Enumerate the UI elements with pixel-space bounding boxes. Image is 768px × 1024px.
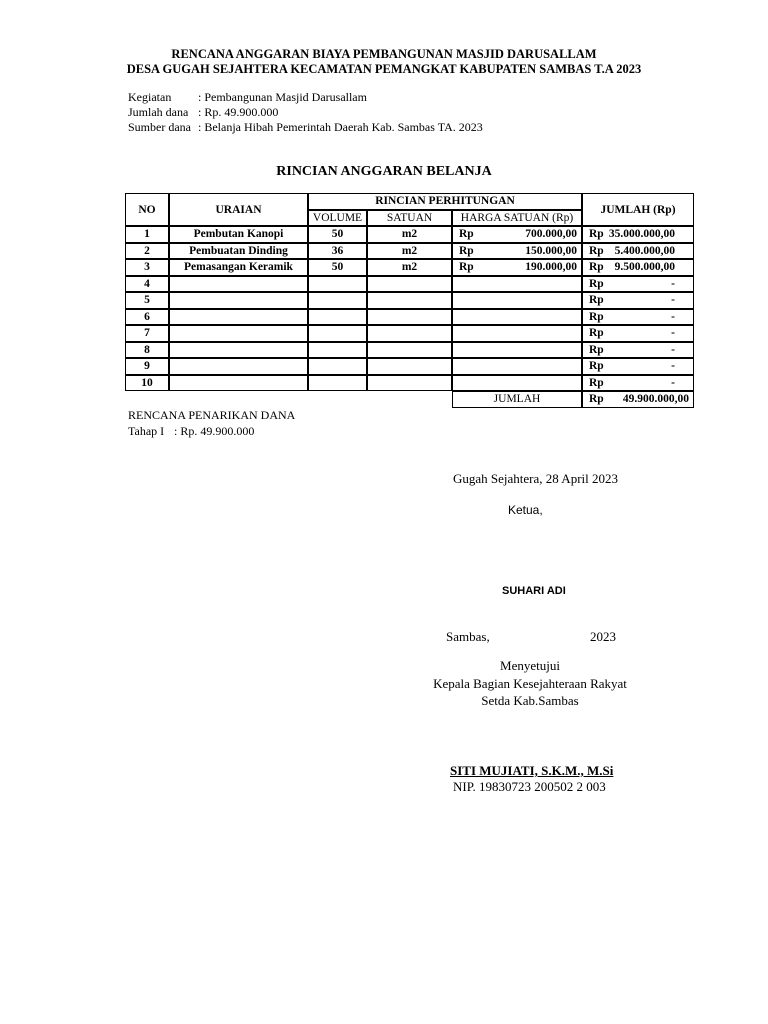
harga-value: 150.000,00	[525, 244, 577, 257]
cell-harga	[452, 226, 582, 243]
cell-jumlah	[582, 292, 694, 309]
cell-no: 1	[125, 226, 169, 243]
cell-uraian	[169, 276, 308, 293]
info-value: : Belanja Hibah Pemerintah Daerah Kab. Sambas TA. 2023	[198, 120, 483, 134]
jumlah-value: -	[671, 327, 675, 340]
cell-satuan	[367, 375, 452, 392]
jumlah-currency: Rp	[589, 277, 604, 290]
total-cell	[582, 391, 694, 408]
signature1-place-date: Gugah Sejahtera, 28 April 2023	[453, 471, 618, 486]
cell-no: 8	[125, 342, 169, 359]
cell-no: 9	[125, 358, 169, 375]
jumlah-value: -	[671, 310, 675, 323]
cell-harga	[452, 309, 582, 326]
total-spacer	[125, 391, 452, 408]
info-label: Kegiatan	[128, 90, 172, 104]
jumlah-currency: Rp	[589, 310, 604, 323]
cell-no: 5	[125, 292, 169, 309]
cell-harga	[452, 375, 582, 392]
cell-uraian	[169, 325, 308, 342]
cell-jumlah	[582, 259, 694, 276]
cell-jumlah	[582, 309, 694, 326]
table-row	[125, 375, 694, 392]
jumlah-currency: Rp	[589, 327, 604, 340]
cell-satuan	[367, 292, 452, 309]
cell-uraian	[169, 358, 308, 375]
jumlah-value: -	[671, 360, 675, 373]
table-row	[125, 309, 694, 326]
signature1-role: Ketua,	[508, 503, 543, 517]
cell-volume	[308, 358, 367, 375]
cell-volume	[308, 292, 367, 309]
jumlah-currency: Rp	[589, 360, 604, 373]
penarikan-title: RENCANA PENARIKAN DANA	[128, 408, 296, 422]
cell-jumlah	[582, 226, 694, 243]
table-row	[125, 243, 694, 260]
table-header-row	[125, 193, 694, 210]
jumlah-currency: Rp	[589, 261, 604, 274]
jumlah-value: 5.400.000,00	[614, 244, 675, 257]
table-row	[125, 325, 694, 342]
table-row	[125, 259, 694, 276]
harga-currency: Rp	[459, 261, 474, 274]
signature2-position: Kepala Bagian Kesejahteraan Rakyat	[433, 676, 627, 691]
section-title: RINCIAN ANGGARAN BELANJA	[276, 164, 492, 179]
info-kegiatan	[128, 90, 367, 105]
harga-currency: Rp	[459, 244, 474, 257]
cell-volume	[308, 309, 367, 326]
cell-satuan	[367, 309, 452, 326]
cell-no: 7	[125, 325, 169, 342]
cell-harga	[452, 276, 582, 293]
jumlah-currency: Rp	[589, 343, 604, 356]
cell-harga	[452, 292, 582, 309]
cell-volume: 50	[308, 226, 367, 243]
tahap-value: : Rp. 49.900.000	[174, 424, 255, 438]
jumlah-value: 35.000.000,00	[608, 228, 675, 241]
cell-no: 6	[125, 309, 169, 326]
cell-volume	[308, 375, 367, 392]
signature1-name: SUHARI ADI	[502, 585, 566, 597]
jumlah-value: -	[671, 343, 675, 356]
table-row	[125, 276, 694, 293]
cell-harga	[452, 342, 582, 359]
cell-volume	[308, 342, 367, 359]
header-satuan: SATUAN	[367, 210, 452, 227]
table-total-row	[125, 391, 694, 408]
cell-jumlah	[582, 243, 694, 260]
header-harga: HARGA SATUAN (Rp)	[452, 210, 582, 227]
header-jumlah: JUMLAH (Rp)	[582, 193, 694, 226]
jumlah-value: 9.500.000,00	[614, 261, 675, 274]
jumlah-currency: Rp	[589, 376, 604, 389]
harga-value: 190.000,00	[525, 261, 577, 274]
cell-uraian: Pemasangan Keramik	[169, 259, 308, 276]
budget-table	[125, 193, 694, 408]
cell-harga	[452, 259, 582, 276]
cell-jumlah	[582, 375, 694, 392]
jumlah-value: -	[671, 277, 675, 290]
header-volume: VOLUME	[308, 210, 367, 227]
cell-harga	[452, 325, 582, 342]
total-value: 49.900.000,00	[622, 393, 689, 406]
signature2-office: Setda Kab.Sambas	[481, 693, 579, 708]
info-label: Jumlah dana	[128, 105, 189, 119]
cell-uraian	[169, 309, 308, 326]
table-row	[125, 342, 694, 359]
cell-satuan	[367, 342, 452, 359]
header-no: NO	[125, 193, 169, 226]
total-currency: Rp	[589, 393, 604, 406]
info-label: Sumber dana	[128, 120, 191, 134]
cell-jumlah	[582, 358, 694, 375]
cell-uraian: Pembutan Kanopi	[169, 226, 308, 243]
table-row	[125, 292, 694, 309]
cell-harga	[452, 358, 582, 375]
signature2-approval: Menyetujui	[500, 658, 560, 673]
cell-jumlah	[582, 325, 694, 342]
cell-satuan: m2	[367, 259, 452, 276]
cell-satuan	[367, 358, 452, 375]
signature2-name: SITI MUJIATI, S.K.M., M.Si	[450, 763, 614, 778]
harga-currency: Rp	[459, 228, 474, 241]
jumlah-currency: Rp	[589, 228, 604, 241]
cell-volume	[308, 325, 367, 342]
table-row	[125, 226, 694, 243]
tahap-label: Tahap I	[128, 424, 165, 438]
cell-no: 10	[125, 375, 169, 392]
cell-uraian	[169, 375, 308, 392]
jumlah-value: -	[671, 376, 675, 389]
info-jumlah-dana	[128, 105, 278, 120]
jumlah-currency: Rp	[589, 294, 604, 307]
info-value: : Rp. 49.900.000	[198, 105, 279, 119]
cell-satuan: m2	[367, 243, 452, 260]
cell-no: 2	[125, 243, 169, 260]
table-row	[125, 358, 694, 375]
cell-uraian	[169, 342, 308, 359]
cell-satuan: m2	[367, 226, 452, 243]
document-title-line1: RENCANA ANGGARAN BIAYA PEMBANGUNAN MASJID DARUSALLAM	[171, 47, 597, 61]
signature2-nip: NIP. 19830723 200502 2 003	[453, 779, 606, 794]
penarikan-tahap	[128, 424, 254, 439]
cell-volume: 36	[308, 243, 367, 260]
cell-satuan	[367, 325, 452, 342]
info-value: : Pembangunan Masjid Darusallam	[198, 90, 367, 104]
cell-uraian: Pembuatan Dinding	[169, 243, 308, 260]
cell-satuan	[367, 276, 452, 293]
cell-no: 4	[125, 276, 169, 293]
harga-value: 700.000,00	[525, 228, 577, 241]
header-uraian: URAIAN	[169, 193, 308, 226]
document-title-line2: DESA GUGAH SEJAHTERA KECAMATAN PEMANGKAT KABUPATEN SAMBAS T.A 2023	[126, 62, 642, 76]
cell-uraian	[169, 292, 308, 309]
cell-volume	[308, 276, 367, 293]
jumlah-value: -	[671, 294, 675, 307]
info-sumber-dana	[128, 120, 483, 135]
cell-jumlah	[582, 276, 694, 293]
cell-jumlah	[582, 342, 694, 359]
signature2-year: 2023	[590, 629, 616, 644]
cell-harga	[452, 243, 582, 260]
cell-volume: 50	[308, 259, 367, 276]
cell-no: 3	[125, 259, 169, 276]
header-rincian: RINCIAN PERHITUNGAN	[308, 193, 582, 210]
jumlah-currency: Rp	[589, 244, 604, 257]
total-label: JUMLAH	[452, 391, 582, 408]
signature2-place: Sambas,	[446, 629, 490, 644]
